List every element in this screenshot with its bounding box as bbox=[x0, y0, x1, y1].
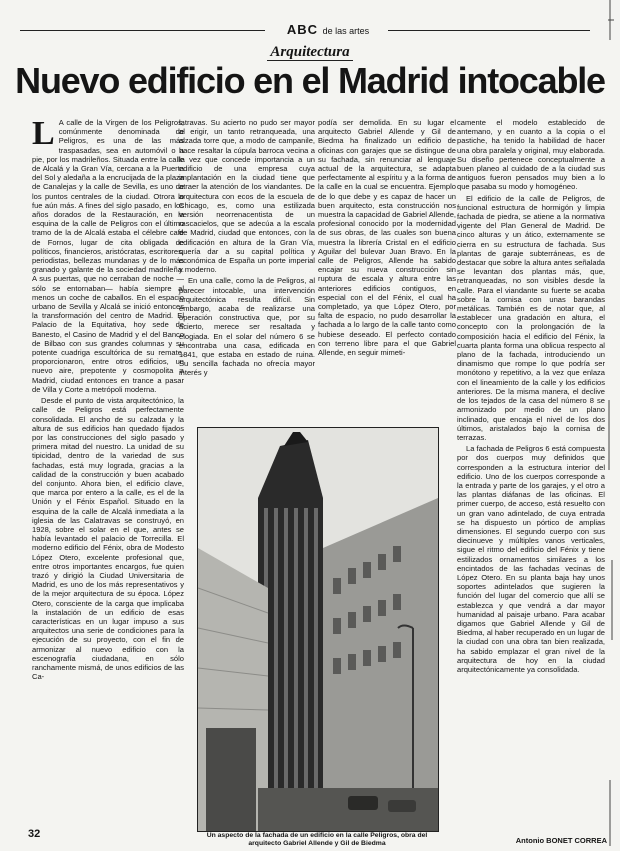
section-title: Arquitectura bbox=[0, 44, 620, 61]
building-photo-illustration bbox=[198, 428, 438, 831]
article-paragraph: podía ser demolida. En su lugar el arquitecto Gabriel Allende y Gil de Biedma ha finalizado un edificio de oficinas con garajes que se distingue de su fachada, sin renunciar al lenguaje actual de la arquitectura, se adapta perfectamente al espíritu y a la forma de la calle en la cual se encuentra. Ejemplo de lo que debe y es capaz de hacer un buen arquitecto, esta construcción nos muestra la capacidad de Gabriel Allende, profesional conocido por la modernidad de sus obras, de las cuales son buena muestra la librería Cristal en el edificio Aguilar del bulevar Juan Bravo. En la calle de Peligros, Allende ha sabido encajar su nueva construcción sin ruptura de escala y altura entre las anteriores edificios contiguos, en especial con el del Fénix, el cual ha completado, ya que López Otero, por falta de espacio, no pudo desarrollar la fachada a lo largo de la calle tanto como hubiese deseado. El perfecto contado con terreno libre para el que Gabriel Allende, en seguir mimeti- bbox=[318, 118, 456, 358]
section-header bbox=[20, 22, 590, 38]
page-edge-marks bbox=[604, 0, 618, 846]
article-paragraph: latravas. Su acierto no pudo ser mayor al erigir, un tanto retranqueada, una alzada torre que, a modo de campanile, hace resaltar la cúpula barroca vecina a la vez que concede importancia a un edificio de una empresa cuya implantación en la ciudad tiene que atraer la atención de los viandantes. De arquitectura con ecos de la escuela de Chicago, es, como una estilizada versión neorrenacentista de un rascacielos, que se adecúa a la escala de Madrid, ciudad que entonces, con la edificación en altura de la Gran Vía, quería dar a su capital política y económica de España un porte imperial y moderno. bbox=[179, 118, 315, 275]
section-label bbox=[272, 22, 384, 37]
page-edge-marks-illustration bbox=[604, 0, 618, 846]
article-paragraph: L A calle de la Virgen de los Peligros, comúnmente denominada de Peligros, es una de las más traspasadas, sea en automóvil o a pie, por los madrileños. Situada entre la calle de Alcalá y la Gran Vía, cercana a la Puerta del Sol y aledaña a la encrucijada de la plaza de Canalejas y la calle de Sevilla, es uno de los puntos centrales de la ciudad. Otrora lo fue aún más. A fines del siglo pasado, en los años dorados de la Restauración, en la esquina de la calle de Peligros con el último tramo de la de Alcalá estaba el célebre café de Fornos, lugar de cita obligada de políticos, financieros, aristócratas, escritores, periodistas, bellezas mundanas y de lo más granado y galante de la sociedad madrileña. A sus puertas, que no cerraban de noche —sólo se entornaban— había siempre al menos un coche de caballos. En el espacio urbano de Sevilla y Alcalá se inició entonces la transformación del centro de Madrid. El Palacio de la Equitativa, hoy sede de Banesto, el Casino de Madrid y el del Banco de Bilbao con sus grandes columnas y su potente cuadriga escultórica de su remate, proporcionaron, entre otros edificios, un nuevo aire, prepotente y cosmopolita a Madrid, ciudad entonces en trance a pasar de Villa y Corte a metrópoli moderna. bbox=[32, 118, 184, 394]
article-column-3 bbox=[318, 118, 456, 420]
article-column-1 bbox=[32, 118, 184, 824]
article-column-4 bbox=[457, 118, 605, 830]
article-paragraph: En una calle, como la de Peligros, al parecer intocable, una intervención arquitectónica resulta difícil. Sin embargo, acaba de realizarse una operación constructiva que, por su acierto, merece ser resaltada y elogiada. En el solar del número 6 se encontraba una casa, edificada en 1841, que estaba en estado de ruina. Su sencilla fachada no ofrecía mayor interés y bbox=[179, 276, 315, 378]
building-photo bbox=[197, 427, 439, 832]
section-subtitle: de las artes bbox=[322, 26, 370, 36]
article-paragraph: camente el modelo establecido de antemano, y en cuanto a la copia o el pastiche, ha tenido la habilidad de hacer una obra paralela y original, muy elaborada. Su diseño pertenece conceptualmente a buen planeo al cuidado de a la ciudad sus antiguos fueron pensados muy bien a lo que pasaba su modo y homogéneo. bbox=[457, 118, 605, 192]
page-number: 32 bbox=[28, 828, 41, 840]
article-paragraph: La fachada de Peligros 6 está compuesta por dos cuerpos muy definidos que corresponden a la estructura interior del edificio. Uno de los cuerpos corresponde a la entrada y parte de los garajes, y el otro a las plantas diáfanas de las oficinas. El primer cuerpo, de acceso, está resuelto con un gran vano adintelado, de cuya entrada se ha dispuesto un pórtico de amplias dimensiones. El segundo cuerpo con sus diecinueve y múltiples vanos verticales, sigue el ritmo del edificio del Fénix y tiene estilizados ornamentos similares a los encintados de las fachadas vecinas de López Otero. En su planta baja hay unos soportes adintelados que sugieren la función del lugar del comercio que allí se establezca y que vendrá a dar mayor humanidad al paisaje urbano. Para acabar digamos que Gabriel Allende y Gil de Biedma, al haber recuperado en un lugar de la ciudad con una obra tan bien realizada, ha sabido emplazar el gran nivel de la arquitectura de hoy en la ciudad arquitectónicamente ya consolidada. bbox=[457, 444, 605, 674]
section-brand: ABC bbox=[286, 22, 318, 37]
author-signature: Antonio BONET CORREA bbox=[515, 836, 607, 845]
header-rule-right bbox=[388, 30, 590, 31]
headline: Nuevo edificio en el Madrid intocable bbox=[15, 60, 605, 101]
photo-caption: Un aspecto de la fachada de un edificio en la calle Peligros, obra del arquitecto Gabriel Allende y Gil de Biedma bbox=[206, 832, 428, 847]
drop-cap: L bbox=[32, 118, 55, 152]
article-paragraph: El edificio de la calle de Peligros, de funcional estructura de hormigón y limpia fachada de piedra, se atiene a la normativa vigente del Plan General de Madrid. De cinco alturas y un ático, externamente se cierra en su estructura de fachada. Sus plantas de garaje subterráneas, es de destacar que sobre la altura antes señalada se levantan dos plantas más, que, retranqueadas, no son visibles desde la calle. Para el viandante su fuerte se acaba sobre la cornisa con unas barandas metálicas. También es de notar que, al establecer una gradación en altura, el concepto con la prolongación de la composición hacia el edificio del Fénix, la cuarta planta forma una oblicua respecto al plano de la fachada, introduciendo un dinamismo que rompe lo que podría ser monótono y repetitivo, a la vez que enlaza con el lineamiento de la calle y los edificios anteriores. De la misma manera, el declive de los tejados de la casa del número 8 se armonizado por medio de un plano inclinado, que encaja el nivel de los dos últimos, aristalados bajo la cornisa de terrazas. bbox=[457, 193, 605, 442]
article-paragraph: Desde el punto de vista arquitectónico, la calle de Peligros está perfectamente consolidada. El ancho de su calzada y la altura de sus edificios han quedado fijados por las construcciones del siglo pasado y primera mitad del nuestro. La unidad de su tipicidad, dentro de la variedad de sus fachadas, está muy lograda, gracias a la calidad de la construcción y buen acabado del conjunto. Ahora bien, el edificio clave, que marca por entero a la calle, es el de la Unión y el Fénix Español. Situado en la esquina de la calle de Alcalá inmediata a la iglesia de las Calatravas se construyó, en 1928, sobre el solar en el que, antes se había levantado el palacio de Torrecilla. El moderno edificio del Fénix, obra de Modesto López Otero, excelente profesional que, entre otros importantes encargos, fue quien trazó y dirigió la Ciudad Universitaria de Madrid, es uno de los más representativos y de la mejor arquitectura de su época. López Otero, consciente de la carga que implicaba la instalación de un edificio de esas características en un lugar impuso a sus arquitectos una serie de condiciones para la ejecución de su proyecto, con el fin de armonizar al nuevo edificio con la escenografía ciudadana, en sólo ranchamente mismá, de unos edificios de las Ca- bbox=[32, 396, 184, 682]
header-rule-left bbox=[20, 30, 265, 31]
article-column-2 bbox=[179, 118, 315, 420]
